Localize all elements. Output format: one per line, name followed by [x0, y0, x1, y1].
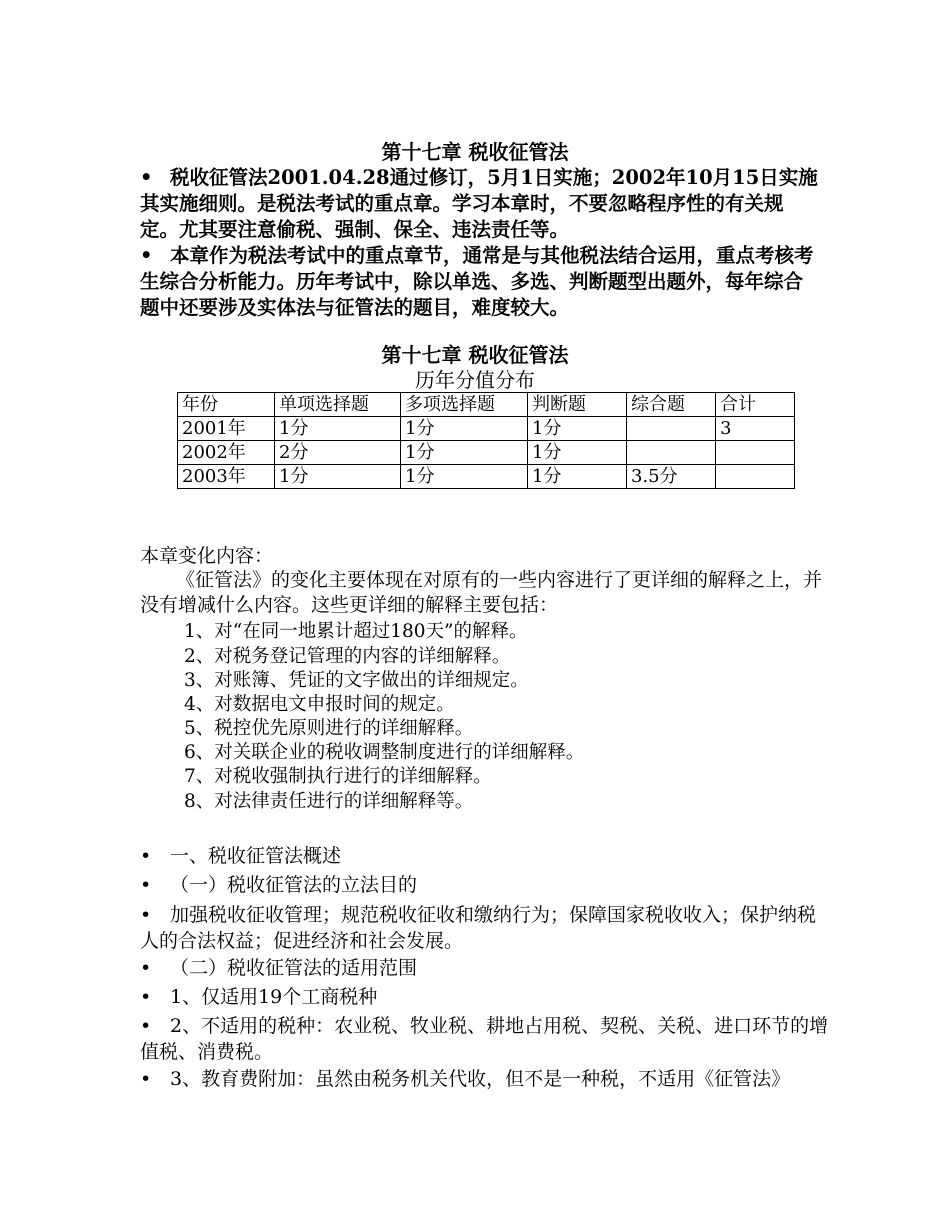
overview-bullet-text: 2、不适用的税种：农业税、牧业税、耕地占用税、契税、关税、进口环节的增值税、消费税。: [140, 1015, 829, 1063]
table-cell: 3: [716, 417, 795, 441]
table-cell: 2003年: [178, 465, 275, 489]
overview-bullet: [140, 984, 830, 1010]
bullet-icon: •: [140, 874, 152, 896]
table-cell: 1分: [401, 417, 528, 441]
list-item: 4、对数据电文申报时间的规定。: [184, 694, 455, 715]
table-header-cell: 判断题: [528, 393, 627, 417]
score-distribution-table: [177, 392, 795, 489]
table-header-cell: 合计: [716, 393, 795, 417]
table-cell: 1分: [528, 417, 627, 441]
overview-bullet: [140, 1066, 830, 1092]
table-header-cell: 年份: [178, 393, 275, 417]
overview-bullet-text: 3、教育费附加：虽然由税务机关代收，但不是一种税，不适用《征管法》: [170, 1068, 791, 1090]
bullet-icon: •: [140, 957, 152, 979]
overview-bullet-text: 加强税收征收管理；规范税收征收和缴纳行为；保障国家税收收入；保护纳税人的合法权益；促进经济和社会发展。: [140, 904, 817, 952]
intro-bullet-1: [140, 165, 820, 243]
table-cell: 2001年: [178, 417, 275, 441]
overview-bullet-text: 一、税收征管法概述: [170, 845, 342, 867]
table-header-cell: 单项选择题: [275, 393, 401, 417]
bullet-icon: •: [140, 166, 153, 189]
list-item: 2、对税务登记管理的内容的详细解释。: [184, 646, 511, 667]
table-row: [178, 417, 795, 441]
table-cell: 3.5分: [627, 465, 716, 489]
table-cell: 1分: [528, 441, 627, 465]
table-cell: 1分: [401, 441, 528, 465]
intro-bullet-2: [140, 243, 820, 321]
table-cell: [627, 441, 716, 465]
table-header-cell: 综合题: [627, 393, 716, 417]
table-cell: [627, 417, 716, 441]
list-item: 1、对“在同一地累计超过180天”的解释。: [184, 621, 528, 642]
table-cell: [716, 465, 795, 489]
table-header-row: [178, 393, 795, 417]
intro-bullet-1-text: 税收征管法2001.04.28通过修订，5月1日实施；2002年10月15日实施其实施细则。是税法考试的重点章。学习本章时，不要忽略程序性的有关规定。尤其要注意偷税、强制、保全、违法责任等。: [140, 166, 818, 241]
table-cell: 1分: [401, 465, 528, 489]
overview-bullet: [140, 955, 830, 981]
bullet-icon: •: [140, 1068, 152, 1090]
changes-heading: 本章变化内容：: [140, 545, 274, 567]
table-cell: 2002年: [178, 441, 275, 465]
overview-bullet: [140, 1013, 830, 1065]
bullet-icon: •: [140, 845, 152, 867]
table-cell: [716, 441, 795, 465]
overview-bullet: [140, 872, 830, 898]
bullet-icon: •: [140, 244, 153, 267]
changes-intro: 《征管法》的变化主要体现在对原有的一些内容进行了更详细的解释之上，并没有增减什么内容。这些更详细的解释主要包括：: [140, 569, 823, 616]
bullet-icon: •: [140, 904, 152, 926]
overview-bullet-text: （二）税收征管法的适用范围: [170, 957, 418, 979]
table-row: [178, 465, 795, 489]
table-cell: 1分: [528, 465, 627, 489]
list-item: 8、对法律责任进行的详细解释等。: [184, 791, 474, 812]
table-cell: 1分: [275, 417, 401, 441]
table-cell: 2分: [275, 441, 401, 465]
chapter-title: 第十七章 税收征管法: [381, 140, 569, 164]
overview-bullet: [140, 902, 830, 954]
table-header-cell: 多项选择题: [401, 393, 528, 417]
intro-bullet-2-text: 本章作为税法考试中的重点章节，通常是与其他税法结合运用，重点考核考生综合分析能力。历年考试中，除以单选、多选、判断题型出题外，每年综合题中还要涉及实体法与征管法的题目，难度较大。: [140, 244, 814, 319]
list-item: 6、对关联企业的税收调整制度进行的详细解释。: [184, 742, 585, 763]
overview-bullet: [140, 843, 830, 869]
table-cell: 1分: [275, 465, 401, 489]
list-item: 5、税控优先原则进行的详细解释。: [184, 718, 474, 739]
bullet-icon: •: [140, 1015, 152, 1037]
list-item: 3、对账簿、凭证的文字做出的详细规定。: [184, 670, 529, 691]
overview-bullet-text: （一）税收征管法的立法目的: [170, 874, 418, 896]
bullet-icon: •: [140, 986, 152, 1008]
table-row: [178, 441, 795, 465]
overview-bullet-text: 1、仅适用19个工商税种: [170, 986, 378, 1008]
list-item: 7、对税收强制执行进行的详细解释。: [184, 766, 492, 787]
table-subtitle: 历年分值分布: [415, 368, 535, 392]
table-title: 第十七章 税收征管法: [381, 343, 569, 367]
